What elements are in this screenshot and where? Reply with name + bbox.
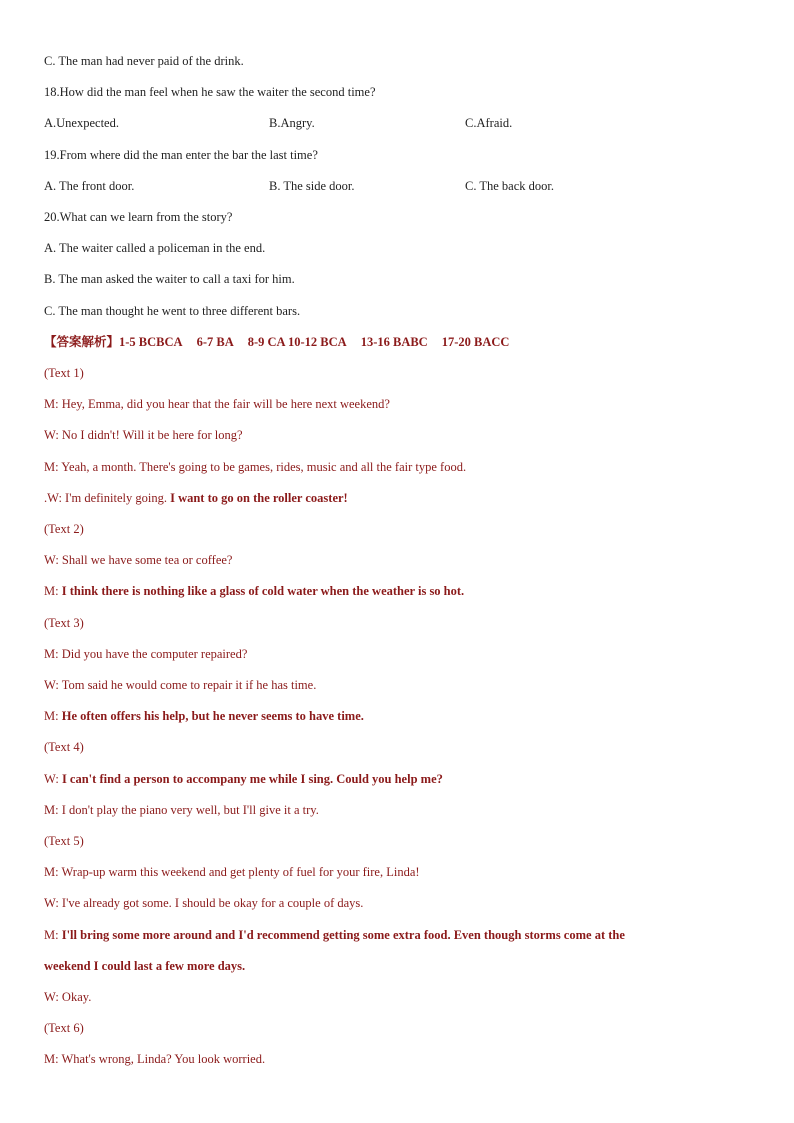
text3-line3 [44,707,364,725]
q20-question: 20.What can we learn from the story? [44,210,233,224]
text4-line1 [44,770,443,788]
text1-line4-key: I want to go on the roller coaster! [170,491,348,505]
answer-key-label: 【答案解析】 [44,335,120,349]
text5-line1: M: Wrap-up warm this weekend and get plenty of fuel for your fire, Linda! [44,865,420,879]
text1-line1: M: Hey, Emma, did you hear that the fair will be here next weekend? [44,397,390,411]
q18-option-a: A.Unexpected. [44,116,119,130]
text4-heading: (Text 4) [44,740,84,754]
answer-group: 1-5 BCBCA [119,335,183,349]
text3-line3-speaker: M: [44,709,59,723]
text3-heading: (Text 3) [44,616,84,630]
q18-option-b: B.Angry. [269,116,315,130]
text5-line3 [44,926,625,944]
answer-group: 13-16 BABC [360,335,428,349]
text1-line4 [44,489,348,507]
text5-line3-key-a: I'll bring some more around and I'd recommend getting some extra food. Even though storms come at the [61,928,625,942]
text4-line1-key: I can't find a person to accompany me while I sing. Could you help me? [61,772,443,786]
q19-option-a: A. The front door. [44,179,135,193]
q17-option-c: C. The man had never paid of the drink. [44,54,244,68]
text1-line4-plain: .W: I'm definitely going. [44,491,167,505]
q19-option-b: B. The side door. [269,179,355,193]
q18-question: 18.How did the man feel when he saw the waiter the second time? [44,85,376,99]
text5-line4: W: Okay. [44,990,92,1004]
text5-line3-key-b: weekend I could last a few more days. [44,959,246,973]
text1-line3: M: Yeah, a month. There's going to be games, rides, music and all the fair type food. [44,460,467,474]
text2-heading: (Text 2) [44,522,84,536]
text2-line2 [44,582,464,600]
text6-heading: (Text 6) [44,1021,84,1035]
q19-question: 19.From where did the man enter the bar the last time? [44,148,318,162]
text3-line3-key: He often offers his help, but he never seems to have time. [61,709,364,723]
text1-heading: (Text 1) [44,366,84,380]
text3-line2: W: Tom said he would come to repair it if he has time. [44,678,317,692]
text4-line2: M: I don't play the piano very well, but I'll give it a try. [44,803,319,817]
q18-option-c: C.Afraid. [465,116,513,130]
text2-line2-speaker: M: [44,584,59,598]
answer-key [44,333,509,351]
text5-line3-speaker: M: [44,928,59,942]
answer-group: 17-20 BACC [441,335,510,349]
text5-heading: (Text 5) [44,834,84,848]
text2-line1: W: Shall we have some tea or coffee? [44,553,233,567]
text3-line1: M: Did you have the computer repaired? [44,647,248,661]
text1-line2: W: No I didn't! Will it be here for long? [44,428,243,442]
q19-option-c: C. The back door. [465,179,554,193]
text5-line2: W: I've already got some. I should be okay for a couple of days. [44,896,364,910]
q20-option-b: B. The man asked the waiter to call a taxi for him. [44,272,295,286]
answer-group: 6-7 BA [196,335,234,349]
q20-option-a: A. The waiter called a policeman in the end. [44,241,266,255]
text4-line1-speaker: W: [44,772,59,786]
q20-option-c: C. The man thought he went to three different bars. [44,304,301,318]
text6-line1: M: What's wrong, Linda? You look worried. [44,1052,266,1066]
answer-group: 8-9 CA 10-12 BCA [247,335,347,349]
text2-line2-key: I think there is nothing like a glass of cold water when the weather is so hot. [61,584,465,598]
